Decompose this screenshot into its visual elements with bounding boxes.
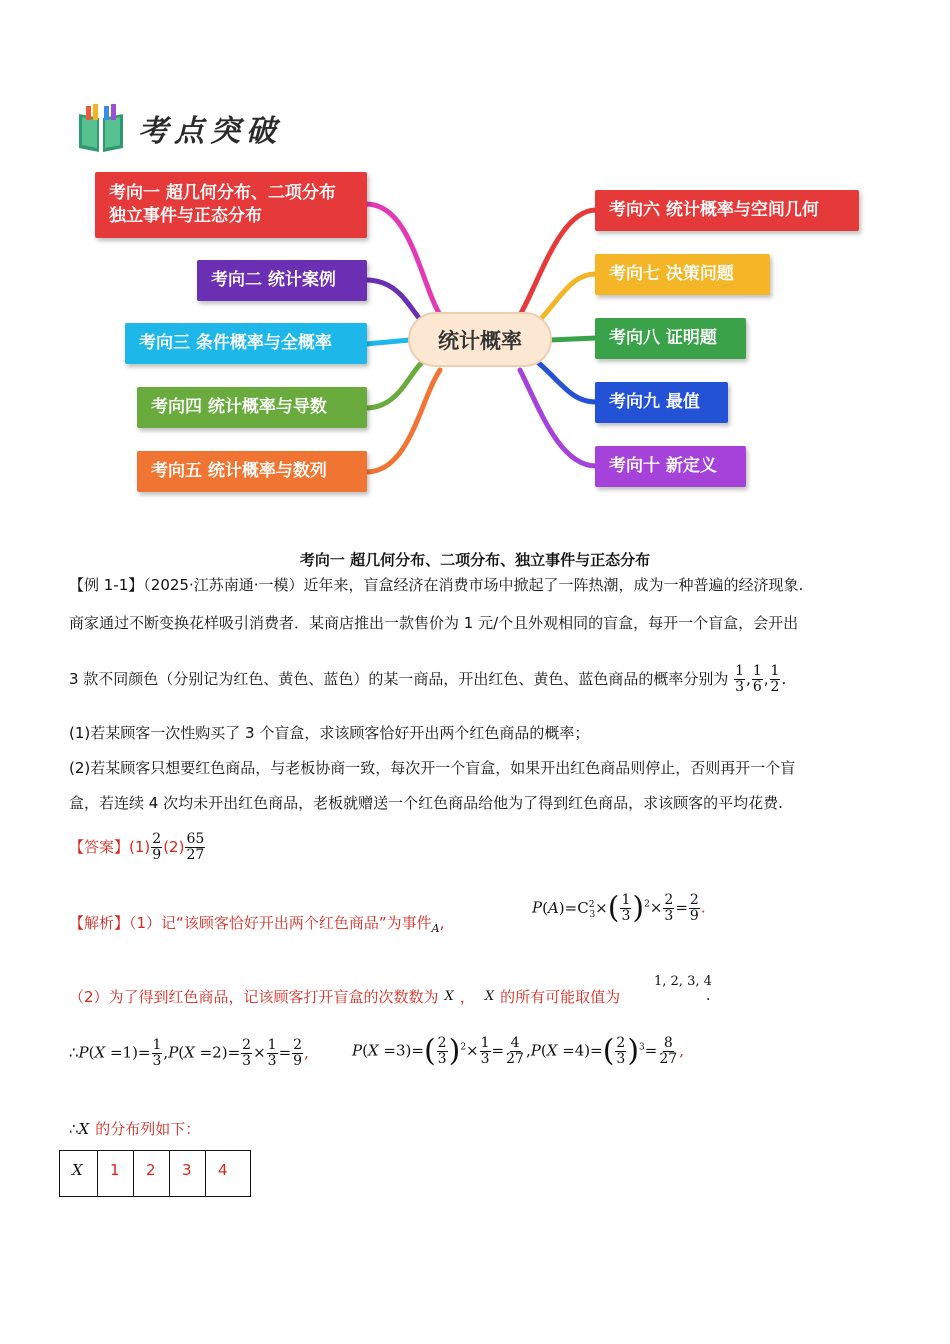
branch-topic-9: 考向九 最值 bbox=[595, 382, 728, 423]
connector-8 bbox=[550, 338, 596, 340]
connector-9 bbox=[535, 360, 596, 402]
connector-7 bbox=[535, 274, 596, 325]
table-cell: 2 bbox=[134, 1151, 170, 1197]
analysis-tag: 【解析】 bbox=[69, 914, 130, 932]
distribution-intro: ∴X 的分布列如下： bbox=[69, 1120, 201, 1138]
analysis-line-2: （2）为了得到红色商品，记该顾客打开盲盒的次数数为 X ， X 的所有可能取值为 bbox=[69, 988, 621, 1006]
question-2-line-2: 盒，若连续 4 次均未开出红色商品，老板就赠送一个红色商品给他为了得到红色商品，求该顾客的平均花费. bbox=[69, 794, 783, 812]
branch-topic-6: 考向六 统计概率与空间几何 bbox=[595, 190, 859, 231]
answer-2-fraction: $\frac{65}{27}$ bbox=[186, 831, 205, 863]
formula-pa: $P(A)=C^2_3\times$( $\frac{1}{3}$ )$^2$× $\frac{2}{3}$ = $\frac{2}{9}$ . bbox=[532, 890, 706, 926]
connector-4 bbox=[366, 360, 425, 408]
example-line-2: 商家通过不断变换花样吸引消费者．某商店推出一款售价为 1 元/个且外观相同的盲盒，每开一个盲盒，会开出 bbox=[69, 614, 799, 632]
section-heading: 考向一 超几何分布、二项分布、独立事件与正态分布 bbox=[299, 551, 651, 569]
example-tag: 【例 1-1】 bbox=[69, 576, 144, 594]
example-text-1: （2025·江苏南通·一模）近年来，盲盒经济在消费市场中掀起了一阵热潮，成为一种普遍的经济现象. bbox=[143, 576, 804, 594]
example-line-3: 3 款不同颜色（分别记为红色、黄色、蓝色）的某一商品，开出红色、黄色、蓝色商品的概率分别为 $\frac{1}{3}$ , $\frac{1}{6}$ , $\frac{1}{2}$ . bbox=[69, 663, 787, 695]
var-x-2: X bbox=[484, 989, 495, 1004]
branch-topic-3: 考向三 条件概率与全概率 bbox=[125, 323, 367, 364]
prob-blue: $\frac{1}{2}$ bbox=[770, 663, 780, 695]
branch-topic-7: 考向七 决策问题 bbox=[595, 254, 770, 295]
book-logo-icon bbox=[76, 104, 126, 154]
mindmap-center: 统计概率 bbox=[408, 312, 552, 367]
prob-red: $\frac{1}{3}$ bbox=[735, 663, 745, 695]
question-2-line-1: (2)若某顾客只想要红色商品，与老板协商一致，每次开一个盲盒，如果开出红色商品则停止，否则再开一个盲 bbox=[69, 759, 796, 777]
table-header-cell: X bbox=[60, 1151, 98, 1197]
prob-yellow: $\frac{1}{6}$ bbox=[752, 663, 762, 695]
answer-tag: 【答案】 bbox=[69, 838, 130, 856]
example-line-1 bbox=[69, 574, 803, 596]
example-text-3: 3 款不同颜色（分别记为红色、黄色、蓝色）的某一商品，开出红色、黄色、蓝色商品的概率分别为 bbox=[69, 670, 729, 688]
answer-line: 【答案】(1) $\frac{2}{9}$ (2) $\frac{65}{27}$ bbox=[69, 831, 205, 863]
branch-topic-10: 考向十 新定义 bbox=[595, 446, 746, 487]
branch-topic-2: 考向二 统计案例 bbox=[197, 260, 367, 301]
var-x: X bbox=[444, 989, 454, 1004]
question-1: (1)若某顾客一次性购买了 3 个盲盒，求该顾客恰好开出两个红色商品的概率； bbox=[69, 724, 590, 742]
branch-topic-1: 考向一 超几何分布、二项分布 独立事件与正态分布 bbox=[95, 172, 367, 238]
table-cell: 4 bbox=[206, 1151, 251, 1197]
event-a: A bbox=[431, 922, 440, 935]
formula-px-3-4: P(X =3)=( $\frac{2}{3}$ )$^2$× $\frac{1}{3}$ = $\frac{4}{27}$ ,P(X =4)=( $\frac{2}{3}$ )$^3$= $\frac{8}{27}$ , bbox=[352, 1033, 684, 1069]
answer-1-fraction: $\frac{2}{9}$ bbox=[152, 831, 162, 863]
section-title: 考点突破 bbox=[138, 114, 282, 149]
distribution-table bbox=[59, 1150, 251, 1197]
branch-topic-4: 考向四 统计概率与导数 bbox=[137, 387, 367, 428]
formula-px-1-2: ∴P(X =1)= $\frac{1}{3}$ ,P(X =2)= $\frac{2}{3}$ × $\frac{1}{3}$ = $\frac{2}{9}$ , bbox=[69, 1037, 309, 1069]
branch-topic-5: 考向五 统计概率与数列 bbox=[137, 451, 367, 492]
analysis-line-1: 【解析】（1）记“该顾客恰好开出两个红色商品”为事件$_A$, bbox=[69, 914, 445, 935]
table-cell: 1 bbox=[98, 1151, 134, 1197]
table-cell: 3 bbox=[170, 1151, 206, 1197]
x-values: 1, 2, 3, 4 bbox=[654, 974, 712, 989]
connector-3 bbox=[366, 340, 410, 344]
branch-topic-8: 考向八 证明题 bbox=[595, 318, 746, 359]
x-values-period: . bbox=[706, 988, 711, 1004]
table-row bbox=[60, 1151, 251, 1197]
